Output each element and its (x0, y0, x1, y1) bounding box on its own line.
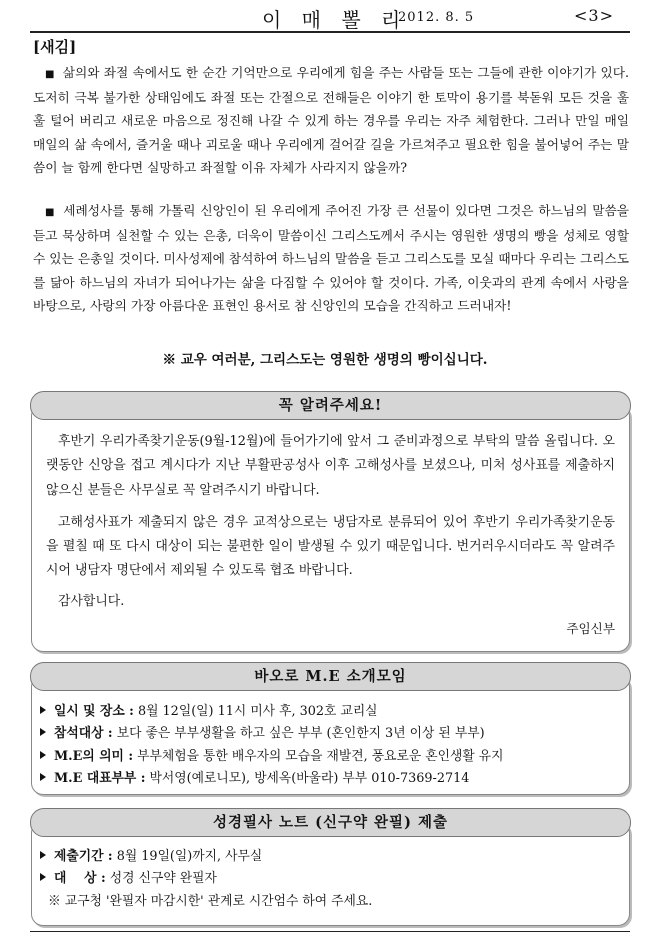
saegim-paragraph-1: ■ 삶의와 좌절 속에서도 한 순간 기억만으로 우리에게 힘을 주는 사람들 또는 그들에 관한 이야기가 있다. 도저히 극복 불가한 상태임에도 좌절 또는 간절으로 전해들은 이야기 한 토막이 용기를 북돋워 모든 것을 훌훌 털어 버리고 새로운 마음으로 정진해 나갈 수 있게 하는 경우를 우리는 자주 체험한다. 그러나 만일 매일 매일의 삶 속에서, 즐거울 때나 괴로울 때나 우리에게 걸어갈 길을 가르쳐주고 필요한 힘을 불어넣어 주는 말씀이 늘 함께 한다면 실망하고 좌절할 이유 자체가 사라지지 않을까? (33, 65, 629, 175)
triangle-bullet-icon (40, 873, 46, 881)
triangle-bullet-icon (40, 773, 46, 781)
saegim-paragraph-2: ■ 세례성사를 통해 가톨릭 신앙인이 된 우리에게 주어진 가장 큰 선물이 있다면 그것은 하느님의 말씀을 듣고 묵상하며 실천할 수 있는 은총, 더욱이 말씀이신 그리스도께서 주시는 영원한 생명의 빵을 성체로 영할 수 있는 은총일 것이다. 미사성제에 참석하여 하느님의 말씀을 듣고 그리스도를 모실 때마다 우리는 그리스도를 닮아 하느님의 자녀가 되어나가는 삶을 다짐할 수 있어야 할 것이다. 가족, 이웃과의 관계 속에서 사랑을 바탕으로, 사랑의 가장 아름다운 표현인 용서로 참 신앙인의 모습을 간직하고 드러내자! (33, 203, 629, 313)
triangle-bullet-icon (40, 751, 46, 759)
list-item: 대 상 : 성경 신구약 완필자 (40, 868, 620, 890)
page-number: <3> (574, 6, 614, 25)
triangle-bullet-icon (40, 728, 46, 736)
header-divider (30, 31, 630, 33)
bible-info-list (40, 846, 620, 913)
slogan: ※ 교우 여러분, 그리스도는 영원한 생명의 빵이십니다. (162, 352, 488, 368)
notice-paragraph-2: 고해성사표가 제출되지 않은 경우 교적상으로는 냉담자로 분류되어 있어 후반기 우리가족찾기운동을 펼칠 때 또 다시 대상이 되는 불편한 일이 발생될 수 있기 때문입니다. 번거러우시더라도 꼭 알려주시어 냉담자 명단에서 제외될 수 있도록 협조 바랍니다. (46, 514, 615, 579)
list-item: M.E 대표부부 : 박서영(예로니모), 방세옥(바울라) 부부 010-7369-2714 (40, 768, 620, 790)
bulletin-date: 2012. 8. 5 (398, 10, 475, 25)
notice-title-bar: 꼭 알려주세요! (30, 391, 631, 420)
notice-signature: 주임신부 (566, 621, 615, 637)
notice-paragraph-3: 감사합니다. (58, 593, 125, 609)
bible-title-bar: 성경필사 노트 (신구약 완필) 제출 (30, 808, 631, 837)
bullet-square-icon: ■ (45, 207, 56, 218)
triangle-bullet-icon (40, 706, 46, 714)
notice-paragraph-1: 후반기 우리가족찾기운동(9월-12월)에 들어가기에 앞서 그 준비과정으로 부탁의 말씀 올립니다. 오랫동안 신앙을 접고 계시다가 지난 부활판공성사 이후 고해성사를 보셨으나, 미처 성사표를 제출하지 않으신 분들은 사무실로 꼭 알려주시기 바랍니다. (46, 434, 615, 498)
triangle-bullet-icon (40, 851, 46, 859)
me-info-list (40, 701, 620, 791)
list-item: 참석대상 : 보다 좋은 부부생활을 하고 싶은 부부 (혼인한지 3년 이상 된 부부) (40, 723, 620, 745)
list-item: M.E의 의미 : 부부체험을 통한 배우자의 모습을 재발견, 풍요로운 혼인생활 유지 (40, 746, 620, 768)
list-item: 일시 및 장소 : 8월 12일(일) 11시 미사 후, 302호 교리실 (40, 701, 620, 723)
bible-note: ※ 교구청 '완필자 마감시한' 관계로 시간엄수 하여 주세요. (48, 893, 373, 909)
bulletin-title: 이 매 뽈 리 (262, 8, 408, 32)
page-header (30, 4, 630, 30)
notice-box (31, 404, 630, 652)
section-heading-saegim: [새김] (33, 38, 77, 56)
bullet-square-icon: ■ (45, 69, 55, 80)
list-item: 제출기간 : 8월 19일(일)까지, 사무실 (40, 846, 620, 868)
footer-divider (30, 931, 630, 932)
me-title-bar: 바오로 M.E 소개모임 (30, 662, 631, 691)
